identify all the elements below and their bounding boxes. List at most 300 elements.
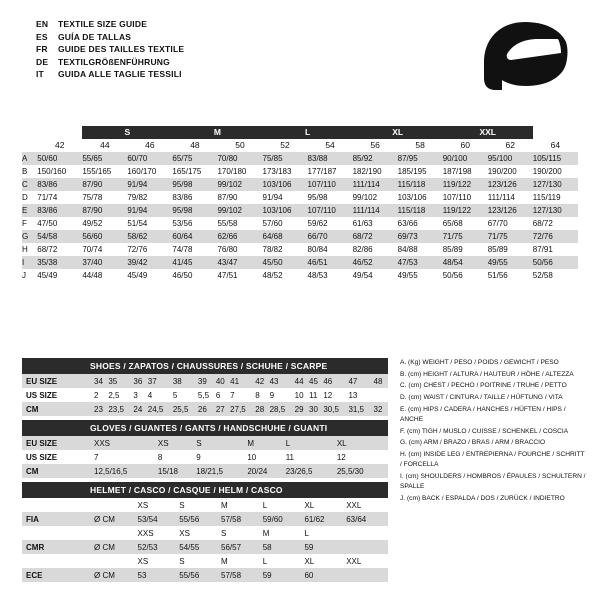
- cell: XS: [137, 556, 149, 566]
- cell: 87/91: [532, 245, 553, 254]
- table-row: [22, 568, 388, 582]
- cell: 82/86: [352, 245, 373, 254]
- cell: [346, 568, 388, 582]
- cell: 185/195: [397, 167, 427, 176]
- cell: 5: [172, 390, 178, 400]
- cell: Ø CM: [94, 514, 115, 524]
- cell: 58/62: [127, 232, 148, 241]
- cell: 63/64: [346, 514, 367, 524]
- cell: 9: [269, 390, 275, 400]
- header-lang-code: ES: [36, 31, 48, 42]
- size-band-m: M: [172, 126, 262, 139]
- cell: 60/64: [172, 232, 193, 241]
- header-title-text: GUÍA DE TALLAS: [58, 31, 132, 42]
- table-row: [22, 269, 578, 282]
- cell: 190/200: [532, 167, 562, 176]
- table-row: [22, 554, 388, 568]
- cell: 70/74: [82, 245, 103, 254]
- cell: 18/21,5: [196, 466, 223, 476]
- accessory-tables: [22, 358, 388, 586]
- table-row: [22, 165, 578, 178]
- cell: 35: [108, 376, 118, 386]
- cell: 79/82: [127, 193, 148, 202]
- measurement-legend: [400, 358, 586, 506]
- cell: 20/24: [247, 466, 268, 476]
- table-row: [22, 388, 388, 402]
- cell: 45/49: [127, 271, 148, 280]
- cell: 58: [262, 542, 272, 552]
- cell: 107/110: [307, 180, 336, 189]
- cell: 54/58: [37, 232, 58, 241]
- cell: 15/18: [157, 466, 178, 476]
- helmet-table: [22, 482, 388, 582]
- table-row: [22, 191, 578, 204]
- cell: 70/80: [217, 154, 238, 163]
- cell: 105/115: [532, 154, 562, 163]
- cell: 49/55: [487, 258, 508, 267]
- cell: 48/54: [442, 258, 463, 267]
- header-lang-code: DE: [36, 56, 49, 67]
- row-label: J: [22, 271, 26, 280]
- cell: 43: [269, 376, 279, 386]
- header-title-text: GUIDA ALLE TAGLIE TESSILI: [58, 69, 182, 80]
- size-band-s: S: [82, 126, 172, 139]
- cell: 41/45: [172, 258, 193, 267]
- cell: L: [262, 500, 268, 510]
- cell: 51/56: [487, 271, 508, 280]
- cell: M: [221, 500, 228, 510]
- cell: [94, 498, 138, 512]
- cell: 170/180: [217, 167, 247, 176]
- row-label: C: [22, 180, 28, 189]
- header-title-text: GUIDE DES TAILLES TEXTILE: [58, 44, 185, 55]
- cell: XS: [137, 500, 149, 510]
- header-row: [36, 18, 184, 31]
- size-number: 56: [353, 139, 398, 152]
- cell: M: [221, 556, 228, 566]
- cell: 48/53: [307, 271, 328, 280]
- cell: 25,5/30: [336, 466, 364, 476]
- shoes-table-title: SHOES / ZAPATOS / CHAUSSURES / SCHUHE / SCARPE: [22, 358, 388, 374]
- size-number: 52: [263, 139, 308, 152]
- cell: [374, 388, 388, 402]
- cell: 43/47: [217, 258, 238, 267]
- cell: XXS: [137, 528, 154, 538]
- cell: 12: [323, 390, 333, 400]
- cell: 24: [133, 404, 143, 414]
- cell: 78/82: [262, 245, 283, 254]
- cell: 87/90: [82, 206, 103, 215]
- cell: 155/165: [82, 167, 112, 176]
- cell: 50/56: [442, 271, 463, 280]
- cell: 99/102: [352, 193, 378, 202]
- cell: 160/170: [127, 167, 157, 176]
- gloves-table: [22, 420, 388, 478]
- cell: 52/53: [137, 542, 158, 552]
- legend-item: A. (Kg) WEIGHT / PESO / POIDS / GEWICHT / PESO: [400, 359, 559, 366]
- cell: 37: [147, 376, 157, 386]
- size-number: 44: [82, 139, 127, 152]
- cell: 53: [137, 570, 147, 580]
- cell: 53/54: [137, 514, 158, 524]
- cell: 76/80: [217, 245, 238, 254]
- cell: 28,5: [269, 404, 286, 414]
- cell: 115/119: [532, 193, 561, 202]
- cell: 65/68: [442, 219, 463, 228]
- cell: 111/114: [352, 206, 380, 215]
- cell: 37/40: [82, 258, 103, 267]
- cell: 49/52: [82, 219, 103, 228]
- header-lang-code: FR: [36, 44, 48, 55]
- header-title-text: TEXTILGRÖßENFÜHRUNG: [58, 56, 170, 67]
- cell: 27: [215, 404, 225, 414]
- table-row: [22, 256, 578, 269]
- cell: 32: [373, 404, 383, 414]
- cell: 75/85: [262, 154, 283, 163]
- header-languages: [36, 18, 184, 81]
- cell: 45/50: [262, 258, 283, 267]
- row-label: EU SIZE: [26, 376, 58, 386]
- table-row: [22, 526, 388, 540]
- row-label: FIA: [26, 514, 39, 524]
- cell: 7: [94, 452, 99, 462]
- cell: 23,5: [108, 404, 124, 414]
- cell: 68/72: [352, 232, 373, 241]
- table-row: [22, 204, 578, 217]
- cell: 74/78: [172, 245, 193, 254]
- table-row: [22, 230, 578, 243]
- cell: 165/175: [172, 167, 202, 176]
- row-label: G: [22, 232, 29, 241]
- cell: 59/62: [307, 219, 328, 228]
- table-row: [22, 450, 388, 464]
- cell: 55/56: [179, 514, 200, 524]
- table-row: [22, 402, 388, 416]
- cell: 59/60: [262, 514, 283, 524]
- header-lang-code: EN: [36, 19, 49, 29]
- table-row: [22, 243, 578, 256]
- cell: [94, 526, 138, 540]
- cell: L: [304, 528, 309, 538]
- cell: L: [285, 438, 291, 448]
- cell: 72/76: [127, 245, 148, 254]
- row-label: EU SIZE: [26, 438, 58, 448]
- cell: 57/58: [221, 570, 242, 580]
- cell: 46/50: [172, 271, 193, 280]
- cell: 62/66: [217, 232, 238, 241]
- cell: 65/75: [172, 154, 193, 163]
- cell: 11: [285, 452, 295, 462]
- cell: 83/88: [307, 154, 328, 163]
- cell: 45: [309, 376, 318, 386]
- cell: 90/100: [442, 154, 468, 163]
- cell: 48/52: [262, 271, 283, 280]
- cell: 31,5: [348, 404, 365, 414]
- cell: 95/100: [487, 154, 513, 163]
- cell: 99/102: [217, 180, 242, 189]
- cell: 95/98: [307, 193, 328, 202]
- cell: 46/51: [307, 258, 328, 267]
- shoes-table: [22, 358, 388, 416]
- row-label: US SIZE: [26, 390, 58, 400]
- header-lang-code: IT: [36, 69, 44, 80]
- cell: M: [262, 528, 270, 538]
- row-label: B: [22, 167, 28, 176]
- cell: 27,5: [230, 404, 246, 414]
- cell: XL: [304, 556, 315, 566]
- cell: 60: [304, 570, 314, 580]
- header-row: [36, 68, 184, 81]
- table-row: [22, 436, 388, 450]
- cell: 64/68: [262, 232, 283, 241]
- cell: 69/73: [397, 232, 418, 241]
- cell: 85/89: [487, 245, 508, 254]
- cell: 53/56: [172, 219, 193, 228]
- cell: 49/55: [397, 271, 418, 280]
- cell: Ø CM: [94, 542, 115, 552]
- cell: 13: [348, 390, 358, 400]
- cell: 60/70: [127, 154, 148, 163]
- cell: 4: [147, 390, 153, 400]
- cell: 47: [348, 376, 358, 386]
- cell: 10: [294, 390, 304, 400]
- cell: 84/88: [397, 245, 418, 254]
- cell: 30,5: [323, 404, 339, 414]
- size-band-xl: XL: [353, 126, 443, 139]
- cell: [346, 540, 388, 554]
- cell: 45/49: [37, 271, 58, 280]
- cell: 103/106: [397, 193, 427, 202]
- table-row: [22, 540, 388, 554]
- cell: 87/90: [82, 180, 103, 189]
- cell: 6: [215, 390, 221, 400]
- row-label: E: [22, 206, 28, 215]
- cell: 2: [94, 390, 99, 400]
- legend-item: B. (cm) HEIGHT / ALTURA / HAUTEUR / HÖHE / ALTEZZA: [400, 370, 574, 378]
- cell: 71/75: [442, 232, 463, 241]
- legend-item: J. (cm) BACK / ESPALDA / DOS / ZURÜCK / INDIETRO: [400, 494, 565, 502]
- cell: 123/126: [487, 206, 517, 215]
- row-label: US SIZE: [26, 452, 58, 462]
- size-number: 62: [488, 139, 533, 152]
- cell: 8: [255, 390, 260, 400]
- cell: 39: [197, 376, 207, 386]
- cell: 41: [230, 376, 240, 386]
- row-label: [22, 554, 94, 568]
- size-number: 58: [398, 139, 443, 152]
- cell: S: [221, 528, 227, 538]
- cell: 59: [304, 542, 314, 552]
- cell: XXL: [346, 556, 362, 566]
- cell: 36: [133, 376, 143, 386]
- cell: 56/60: [82, 232, 103, 241]
- cell: 42: [255, 376, 265, 386]
- cell: 34: [94, 376, 103, 386]
- cell: 12,5/16,5: [94, 466, 128, 476]
- cell: XXS: [94, 438, 111, 448]
- cell: 23: [94, 404, 103, 414]
- cell: 91/94: [127, 180, 148, 189]
- cell: 28: [255, 404, 265, 414]
- cell: 55/65: [82, 154, 103, 163]
- cell: 2,5: [108, 390, 120, 400]
- cell: L: [262, 556, 268, 566]
- cell: 91/94: [262, 193, 283, 202]
- size-number: 46: [127, 139, 172, 152]
- size-band-xxl: XXL: [443, 126, 533, 139]
- cell: 127/130: [532, 206, 562, 215]
- cell: 29: [294, 404, 304, 414]
- cell: XS: [179, 528, 190, 538]
- cell: 87/95: [397, 154, 418, 163]
- legend-item: I. (cm) SHOULDERS / HOMBROS / ÉPAULES / SCHULTERN / SPALLE: [400, 473, 586, 491]
- cell: 83/86: [37, 180, 58, 189]
- cell: 80/84: [307, 245, 328, 254]
- cell: [94, 554, 138, 568]
- table-row: [22, 178, 578, 191]
- cell: 111/114: [487, 193, 515, 202]
- row-label: [22, 526, 94, 540]
- cell: 115/118: [397, 180, 426, 189]
- cell: 107/110: [442, 193, 472, 202]
- cell: 177/187: [307, 167, 337, 176]
- cell: 119/122: [442, 180, 472, 189]
- cell: 103/106: [262, 180, 292, 189]
- cell: 59: [262, 570, 272, 580]
- cell: 99/102: [217, 206, 242, 215]
- cell: 87/90: [217, 193, 238, 202]
- row-label: H: [22, 245, 28, 254]
- cell: 10: [247, 452, 257, 462]
- legend-item: F. (cm) TIGH / MUSLO / CUISSE / SCHENKEL / COSCIA: [400, 427, 569, 435]
- cell: XL: [336, 438, 347, 448]
- cell: 12: [336, 452, 346, 462]
- cell: 50/56: [532, 258, 553, 267]
- cell: 63/66: [397, 219, 418, 228]
- cell: 47/50: [37, 219, 58, 228]
- cell: 123/126: [487, 180, 517, 189]
- header-row: [36, 31, 184, 44]
- cell: 49/54: [352, 271, 373, 280]
- cell: Ø CM: [94, 570, 115, 580]
- cell: 44/48: [82, 271, 103, 280]
- legend-item: G. (cm) ARM / BRAZO / BRAS / ARM / BRACCIO: [400, 439, 546, 447]
- cell: 107/110: [307, 206, 336, 215]
- size-number: 60: [443, 139, 488, 152]
- table-row: [22, 512, 388, 526]
- cell: 71/75: [487, 232, 508, 241]
- cell: 52/58: [532, 271, 553, 280]
- cell: XXL: [346, 500, 362, 510]
- cell: S: [196, 438, 202, 448]
- cell: 35/38: [37, 258, 58, 267]
- cell: 173/183: [262, 167, 292, 176]
- size-number: 64: [533, 139, 578, 152]
- cell: 190/200: [487, 167, 517, 176]
- gloves-table-title: GLOVES / GUANTES / GANTS / HANDSCHUHE / GUANTI: [22, 420, 388, 436]
- cell: 61/63: [352, 219, 373, 228]
- cell: S: [179, 556, 185, 566]
- size-number: 50: [217, 139, 262, 152]
- cell: 9: [196, 452, 201, 462]
- header-row: [36, 56, 184, 69]
- size-number: 42: [37, 139, 82, 152]
- cell: 83/86: [172, 193, 193, 202]
- helmet-table-title: HELMET / CASCO / CASQUE / HELM / CASCO: [22, 482, 388, 498]
- cell: [346, 526, 388, 540]
- header-row: [36, 43, 184, 56]
- cell: 51/54: [127, 219, 148, 228]
- table-row: [22, 152, 578, 165]
- legend-item: H. (cm) INSIDE LEG / ENTREPIERNA / FOURCHE / SCHRITT / FORCELLA: [400, 451, 585, 469]
- cell: 75/78: [82, 193, 103, 202]
- cell: 5,5: [197, 390, 210, 400]
- cell: 38: [172, 376, 182, 386]
- row-label: D: [22, 193, 28, 202]
- cell: 68/72: [37, 245, 58, 254]
- cell: 85/92: [352, 154, 373, 163]
- cell: 95/98: [172, 180, 193, 189]
- cell: XL: [304, 500, 315, 510]
- cell: 127/130: [532, 180, 562, 189]
- cell: 7: [230, 390, 235, 400]
- cell: 66/70: [307, 232, 328, 241]
- row-label: CM: [26, 404, 39, 414]
- cell: 72/76: [532, 232, 553, 241]
- legend-item: C. (cm) CHEST / PECHO / POITRINE / TRUHE / PETTO: [400, 382, 567, 390]
- row-label: CM: [26, 466, 39, 476]
- table-row: [22, 217, 578, 230]
- cell: 54/55: [179, 542, 200, 552]
- cell: 187/198: [442, 167, 472, 176]
- cell: 150/160: [37, 167, 67, 176]
- cell: 30: [309, 404, 318, 414]
- cell: 55/56: [179, 570, 200, 580]
- table-band-row: [22, 126, 578, 139]
- cell: 95/98: [172, 206, 193, 215]
- row-label: [22, 498, 94, 512]
- cell: 111/114: [352, 180, 380, 189]
- legend-item: D. (cm) WAIST / CINTURA / TAILLE / HÜFTUNG / VITA: [400, 394, 563, 402]
- cell: 50/60: [37, 154, 58, 163]
- helmet-icon: [480, 20, 570, 102]
- cell: 25,5: [172, 404, 189, 414]
- cell: 39/42: [127, 258, 148, 267]
- cell: 8: [157, 452, 163, 462]
- row-label: CMR: [26, 542, 45, 552]
- cell: 57/60: [262, 219, 283, 228]
- cell: 115/118: [397, 206, 426, 215]
- cell: 57/58: [221, 514, 242, 524]
- cell: 26: [197, 404, 207, 414]
- cell: S: [179, 500, 185, 510]
- cell: 46/52: [352, 258, 373, 267]
- cell: 91/94: [127, 206, 148, 215]
- cell: 56/57: [221, 542, 242, 552]
- cell: 68/72: [532, 219, 553, 228]
- row-label: A: [22, 154, 28, 163]
- cell: 55/58: [217, 219, 238, 228]
- cell: 103/106: [262, 206, 292, 215]
- row-label: ECE: [26, 570, 43, 580]
- cell: 23/26,5: [285, 466, 313, 476]
- legend-item: E. (cm) HIPS / CADERA / HANCHES / HÜFTEN / HIPS / ANCHE: [400, 405, 566, 424]
- table-row: [22, 464, 388, 478]
- cell: 11: [309, 390, 318, 400]
- cell: 3: [133, 390, 138, 400]
- cell: 182/190: [352, 167, 382, 176]
- measurements-table: [22, 126, 578, 282]
